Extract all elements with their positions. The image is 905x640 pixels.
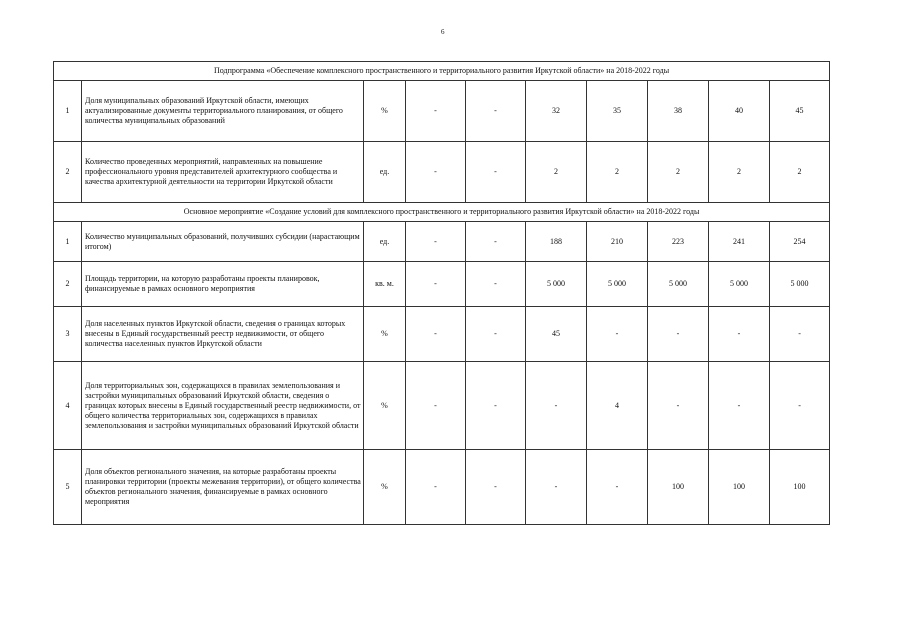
value-cell: - <box>709 307 770 362</box>
value-cell: - <box>526 362 587 450</box>
value-cell: 4 <box>587 362 648 450</box>
row-number: 1 <box>54 222 82 262</box>
indicator-description: Доля территориальных зон, содержащихся в правилах землепользования и застройки муниципальных образований Иркутской области, сведения о границах которых внесены в Единый государственный реестр недвижимости, от общего количества территориальных зон, содержащихся в правилах землепользования и застройки муниципальных образований Иркутской области <box>82 362 364 450</box>
value-cell: - <box>466 450 526 525</box>
value-cell: - <box>770 362 830 450</box>
value-cell: - <box>466 307 526 362</box>
indicator-description: Количество муниципальных образований, получивших субсидии (нарастающим итогом) <box>82 222 364 262</box>
indicators-table <box>53 61 830 525</box>
indicator-description: Доля муниципальных образований Иркутской области, имеющих актуализированные документы территориального планирования, от общего количества муниципальных образований <box>82 81 364 142</box>
row-number: 2 <box>54 262 82 307</box>
value-cell: - <box>466 142 526 203</box>
value-cell: 38 <box>648 81 709 142</box>
value-cell: - <box>526 450 587 525</box>
value-cell: - <box>648 307 709 362</box>
unit-cell: ед. <box>364 222 406 262</box>
value-cell: 40 <box>709 81 770 142</box>
value-cell: - <box>406 262 466 307</box>
value-cell: - <box>709 362 770 450</box>
value-cell: - <box>587 307 648 362</box>
value-cell: - <box>466 81 526 142</box>
value-cell: - <box>406 81 466 142</box>
indicator-description: Количество проведенных мероприятий, направленных на повышение профессионального уровня представителей архитектурного сообщества и качества архитектурной деятельности на территории Иркутской области <box>82 142 364 203</box>
row-number: 2 <box>54 142 82 203</box>
table-row <box>54 81 830 142</box>
unit-cell: % <box>364 362 406 450</box>
indicator-description: Доля населенных пунктов Иркутской области, сведения о границах которых внесены в Единый государственный реестр недвижимости, от общего количества населенных пунктов Иркутской области <box>82 307 364 362</box>
value-cell: 45 <box>770 81 830 142</box>
table-row <box>54 222 830 262</box>
value-cell: - <box>406 362 466 450</box>
table-row <box>54 307 830 362</box>
row-number: 4 <box>54 362 82 450</box>
value-cell: 188 <box>526 222 587 262</box>
value-cell: - <box>406 222 466 262</box>
subprogram-title: Подпрограмма «Обеспечение комплексного пространственного и территориального развития Иркутской области» на 2018-2022 годы <box>54 62 830 81</box>
value-cell: - <box>406 142 466 203</box>
value-cell: - <box>406 307 466 362</box>
value-cell: 210 <box>587 222 648 262</box>
indicator-description: Площадь территории, на которую разработаны проекты планировок, финансируемые в рамках основного мероприятия <box>82 262 364 307</box>
value-cell: 241 <box>709 222 770 262</box>
value-cell: - <box>466 262 526 307</box>
value-cell: 100 <box>770 450 830 525</box>
value-cell: 35 <box>587 81 648 142</box>
unit-cell: % <box>364 450 406 525</box>
value-cell: - <box>770 307 830 362</box>
unit-cell: кв. м. <box>364 262 406 307</box>
value-cell: 5 000 <box>526 262 587 307</box>
row-number: 5 <box>54 450 82 525</box>
table-row <box>54 262 830 307</box>
page-number: 6 <box>441 28 445 36</box>
value-cell: - <box>466 362 526 450</box>
value-cell: 100 <box>648 450 709 525</box>
value-cell: - <box>406 450 466 525</box>
unit-cell: ед. <box>364 142 406 203</box>
value-cell: 2 <box>648 142 709 203</box>
unit-cell: % <box>364 307 406 362</box>
value-cell: 2 <box>709 142 770 203</box>
value-cell: 32 <box>526 81 587 142</box>
value-cell: - <box>466 222 526 262</box>
indicator-description: Доля объектов регионального значения, на которые разработаны проекты планировки территории (проекты межевания территории), от общего количества объектов регионального значения, финансируемые в рамках основного мероприятия <box>82 450 364 525</box>
value-cell: 5 000 <box>709 262 770 307</box>
subprogram-header-row <box>54 62 830 81</box>
value-cell: 254 <box>770 222 830 262</box>
value-cell: 223 <box>648 222 709 262</box>
value-cell: 100 <box>709 450 770 525</box>
main-activity-header-row <box>54 203 830 222</box>
table-row <box>54 142 830 203</box>
value-cell: 2 <box>587 142 648 203</box>
value-cell: 5 000 <box>770 262 830 307</box>
value-cell: 2 <box>770 142 830 203</box>
value-cell: - <box>587 450 648 525</box>
row-number: 1 <box>54 81 82 142</box>
value-cell: 2 <box>526 142 587 203</box>
row-number: 3 <box>54 307 82 362</box>
value-cell: 5 000 <box>648 262 709 307</box>
value-cell: 45 <box>526 307 587 362</box>
table-row <box>54 450 830 525</box>
table-row <box>54 362 830 450</box>
main-activity-title: Основное мероприятие «Создание условий для комплексного пространственного и территориального развития Иркутской области» на 2018-2022 годы <box>54 203 830 222</box>
value-cell: - <box>648 362 709 450</box>
value-cell: 5 000 <box>587 262 648 307</box>
unit-cell: % <box>364 81 406 142</box>
